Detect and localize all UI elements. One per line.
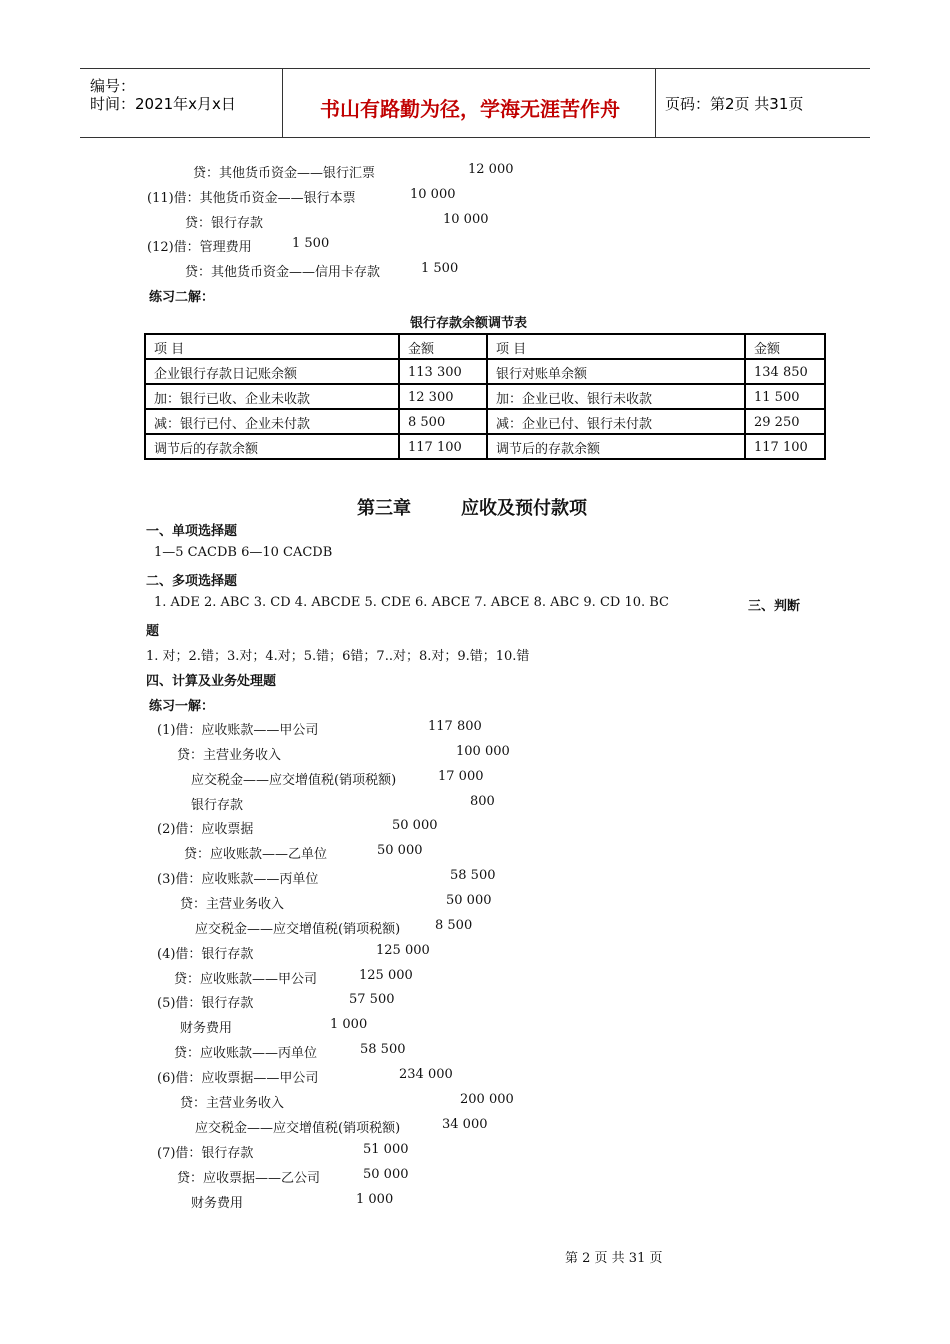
entry-amount: 12 000 [468,162,514,177]
header-motto: 书山有路勤为径，学海无涯苦作舟 [320,97,620,121]
entry-line: 贷：其他货币资金——银行汇票 [193,166,376,181]
entry-amount: 50 000 [446,893,492,908]
table-cell: 银行对账单余额 [487,359,745,384]
entry-line: (4)借：银行存款 [157,947,254,962]
table-header-cell: 项 目 [145,334,399,359]
entry-amount: 58 500 [450,868,496,883]
entry-amount: 17 000 [438,769,484,784]
entry-line: (2)借：应收票据 [157,822,254,837]
header-divider [282,69,283,137]
section-heading: 题 [146,624,160,639]
entry-line: (5)借：银行存款 [157,996,254,1011]
entry-amount: 117 800 [428,719,482,734]
entry-amount: 58 500 [360,1042,406,1057]
entry-amount: 1 000 [330,1017,368,1032]
entry-line: 贷：主营业务收入 [180,1096,285,1111]
entry-amount: 50 000 [392,818,438,833]
page-footer: 第 2 页 共 31 页 [565,1251,663,1266]
entry-amount: 125 000 [359,968,413,983]
section-answers: 1—5 CACDB 6—10 CACDB [154,545,333,560]
table-cell: 117 100 [399,434,487,459]
section-answers: 1. 对；2.错；3.对；4.对；5.错；6错；7..对；8.对；9.错；10.错 [146,649,530,664]
entry-line: 贷：银行存款 [185,216,264,231]
entry-amount: 10 000 [443,212,489,227]
section-heading: 一、单项选择题 [146,524,238,539]
entry-line: 财务费用 [191,1196,244,1211]
entry-line: 贷：应收账款——丙单位 [174,1046,318,1061]
section-answers: 1. ADE 2. ABC 3. CD 4. ABCDE 5. CDE 6. ABCE 7. ABCE 8. ABC 9. CD 10. BC [154,595,669,610]
table-cell: 12 300 [399,384,487,409]
entry-amount: 125 000 [376,943,430,958]
entry-amount: 1 500 [421,261,459,276]
entry-line: 贷：应收账款——乙单位 [184,847,328,862]
chapter-title: 应收及预付款项 [461,498,587,519]
document-number-label: 编号： [90,77,136,95]
entry-amount: 10 000 [410,187,456,202]
entry-line: (3)借：应收账款——丙单位 [157,872,319,887]
chapter-number: 第三章 [357,498,411,519]
page-indicator: 页码：第2页 共31页 [665,95,804,113]
table-row [145,434,825,459]
reconciliation-table [144,333,826,460]
entry-amount: 34 000 [442,1117,488,1132]
entry-line: 贷：主营业务收入 [180,897,285,912]
entry-amount: 234 000 [399,1067,453,1082]
table-cell: 减：银行已付、企业未付款 [145,409,399,434]
entry-line: (11)借：其他货币资金——银行本票 [147,191,356,206]
table-cell: 减：企业已付、银行未付款 [487,409,745,434]
entry-amount: 200 000 [460,1092,514,1107]
table-cell: 调节后的存款余额 [487,434,745,459]
table-header-row [145,334,825,359]
entry-amount: 50 000 [363,1167,409,1182]
table-row [145,359,825,384]
entry-line: (6)借：应收票据——甲公司 [157,1071,319,1086]
entry-amount: 57 500 [349,992,395,1007]
entry-amount: 50 000 [377,843,423,858]
entry-line: (7)借：银行存款 [157,1146,254,1161]
entry-amount: 8 500 [435,918,473,933]
entry-line: (12)借：管理费用 [147,240,252,255]
table-cell: 企业银行存款日记账余额 [145,359,399,384]
document-header [80,68,870,138]
entry-line: 贷：应收账款——甲公司 [174,972,318,987]
entry-amount: 100 000 [456,744,510,759]
entry-amount: 1 000 [356,1192,394,1207]
entry-line: 贷：主营业务收入 [177,748,282,763]
entry-line: 应交税金——应交增值税(销项税额) [195,922,401,937]
table-cell: 11 500 [745,384,825,409]
entry-amount: 51 000 [363,1142,409,1157]
table-header-cell: 金额 [399,334,487,359]
table-row [145,409,825,434]
entry-line: 贷：应收票据——乙公司 [177,1171,321,1186]
section-heading: 三、判断 [748,599,801,614]
table-row [145,384,825,409]
exercise-heading: 练习二解： [149,290,215,305]
section-heading: 四、计算及业务处理题 [146,674,277,689]
entry-line: 银行存款 [191,798,244,813]
entry-line: 财务费用 [180,1021,233,1036]
entry-line: 应交税金——应交增值税(销项税额) [195,1121,401,1136]
entry-amount: 800 [470,794,495,809]
table-cell: 调节后的存款余额 [145,434,399,459]
table-cell: 113 300 [399,359,487,384]
table-title: 银行存款余额调节表 [410,316,528,331]
table-cell: 加：银行已收、企业未收款 [145,384,399,409]
entry-line: 贷：其他货币资金——信用卡存款 [185,265,381,280]
table-cell: 29 250 [745,409,825,434]
entry-line: 应交税金——应交增值税(销项税额) [191,773,397,788]
entry-amount: 1 500 [292,236,330,251]
table-header-cell: 金额 [745,334,825,359]
document-date-label: 时间：2021年x月x日 [90,95,236,113]
table-cell: 加：企业已收、银行未收款 [487,384,745,409]
table-header-cell: 项 目 [487,334,745,359]
table-cell: 117 100 [745,434,825,459]
table-cell: 134 850 [745,359,825,384]
exercise-heading: 练习一解： [149,699,215,714]
section-heading: 二、多项选择题 [146,574,238,589]
entry-line: (1)借：应收账款——甲公司 [157,723,319,738]
table-cell: 8 500 [399,409,487,434]
header-divider [655,69,656,137]
